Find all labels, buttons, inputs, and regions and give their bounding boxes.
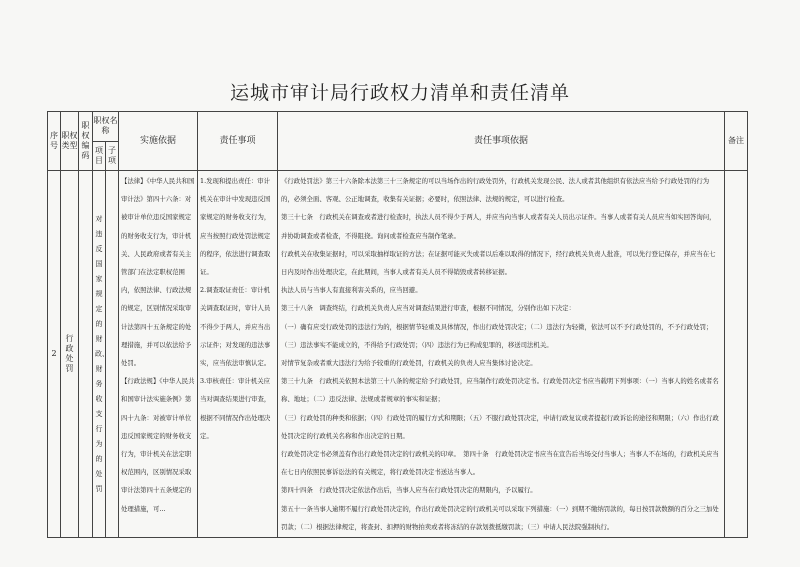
header-resp-basis: 责任事项依据 bbox=[278, 112, 725, 171]
cell-code bbox=[79, 171, 93, 538]
resp-basis-paragraph: 执法人员与当事人有直接利害关系的，应当回避。 bbox=[281, 286, 422, 295]
cell-remark bbox=[725, 171, 748, 538]
header-name-group: 职权名称 bbox=[93, 112, 119, 142]
cell-category: 行政处罚 bbox=[61, 171, 79, 538]
resp-basis-paragraph: 《行政处罚法》第三十六条除本法第三十三条规定的可以当场作出的行政处罚外，行政机关发现公民、法人或者其他组织有依法应当给予行政处罚的行为的，必须全面、客观、公正地调查，收集有关证据；必要时，依照法律、法规的规定，可以进行检查。 bbox=[281, 177, 710, 204]
resp-basis-paragraph: 行政机关在收集证据时，可以采取抽样取证的方法；在证据可能灭失或者以后难以取得的情况下，经行政机关负责人批准，可以先行登记保存，并应当在七日内及时作出处理决定，在此期间，当事人或者有关人员不得销毁或者转移证据。 bbox=[281, 249, 716, 277]
page-title: 运城市审计局行政权力清单和责任清单 bbox=[229, 82, 570, 104]
header-subitem: 子项 bbox=[106, 141, 119, 171]
table-row bbox=[48, 171, 748, 538]
header-seq: 序号 bbox=[48, 112, 61, 171]
header-responsibility: 责任事项 bbox=[198, 112, 278, 171]
cell-resp-basis bbox=[278, 171, 725, 538]
resp-basis-paragraph: 行政处罚决定书必须盖有作出行政处罚决定的行政机关的印章。 第四十条 行政处罚决定书应当在宣告后当场交付当事人；当事人不在场的，行政机关应当在七日内依照民事诉讼法的有关规定，将行政处罚决定书送达当事人。 bbox=[281, 450, 719, 477]
basis-paragraph: 【法律】《中华人民共和国审计法》第四十六条：对被审计单位违反国家规定的财务收支行为，审计机关、人民政府或者有关主管部门在法定职权范围内，依照法律、行政法规的规定，区别情况采取审计法第四十五条规定的处理措施，并可以依法给予处罚。 bbox=[121, 177, 195, 368]
responsibility-paragraph: 3.审核责任：审计机关应当对调查结果进行审查，根据不同情况作出处理决定。 bbox=[200, 377, 271, 440]
cell-responsibility bbox=[198, 171, 278, 538]
resp-basis-paragraph: 第三十九条 行政机关依照本法第三十八条的规定给予行政处罚，应当制作行政处罚决定书。行政处罚决定书应当载明下列事项：（一）当事人的姓名或者名称、地址；（二）违反法律、法规或者规章的事实和证据； bbox=[281, 377, 719, 404]
header-category: 职权类型 bbox=[61, 112, 79, 171]
header-basis: 实施依据 bbox=[119, 112, 198, 171]
cell-basis bbox=[119, 171, 198, 538]
resp-basis-paragraph: 第三十八条 调查终结，行政机关负责人应当对调查结果进行审查，根据不同情况，分别作出如下决定： bbox=[281, 304, 575, 313]
header-remark: 备注 bbox=[725, 112, 748, 171]
resp-basis-paragraph: 第五十一条当事人逾期不履行行政处罚决定的，作出行政处罚决定的行政机关可以采取下列措施：（一）到期不缴纳罚款的，每日按罚款数额的百分之三加处罚款；（二）根据法律规定，将查封、扣押的财物拍卖或者将冻结的存款划拨抵缴罚款；（三）申请人民法院强制执行。 bbox=[281, 504, 719, 531]
header-code: 职权编码 bbox=[79, 112, 93, 171]
table-header-row bbox=[48, 112, 748, 142]
cell-item: 对违反国家规定的财政、财务收支行为的处罚 bbox=[93, 171, 106, 538]
resp-basis-paragraph: 第三十七条 行政机关在调查或者进行检查时，执法人员不得少于两人，并应当向当事人或者有关人员出示证件。当事人或者有关人员应当如实回答询问，并协助调查或者检查，不得阻挠。询问或者检查应当制作笔录。 bbox=[281, 213, 716, 240]
header-item: 项目 bbox=[93, 141, 106, 171]
cell-seq: 2 bbox=[48, 171, 61, 538]
resp-basis-paragraph: （一）确有应受行政处罚的违法行为的，根据情节轻重及具体情况，作出行政处罚决定；（二）违法行为轻微，依法可以不予行政处罚的，不予行政处罚；（三）违法事实不能成立的，不得给予行政处罚；（四）违法行为已构成犯罪的，移送司法机关。 bbox=[281, 322, 713, 349]
resp-basis-paragraph: 第四十四条 行政处罚决定依法作出后，当事人应当在行政处罚决定的期限内，予以履行。 bbox=[281, 486, 537, 495]
basis-paragraph: 【行政法规】《中华人民共和国审计法实施条例》第四十九条：对被审计单位违反国家规定的财务收支行为，审计机关在法定职权范围内，区别情况采取审计法第四十五条规定的处理措施，可... bbox=[121, 377, 195, 513]
resp-basis-paragraph: （三）行政处罚的种类和依据；（四）行政处罚的履行方式和期限；（五）不服行政处罚决定，申请行政复议或者提起行政诉讼的途径和期限；（六）作出行政处罚决定的行政机关名称和作出决定的日期。 bbox=[281, 413, 719, 440]
responsibility-paragraph: 1.发现和提出责任：审计机关在审计中发现违反国家规定的财务收支行为，应当按照行政处罚法规定的程序，依法进行调查取证。 bbox=[200, 177, 271, 277]
resp-basis-paragraph: 对情节复杂或者重大违法行为给予较重的行政处罚，行政机关的负责人应当集体讨论决定。 bbox=[281, 359, 537, 368]
power-list-table bbox=[47, 111, 748, 538]
responsibility-paragraph: 2.调查取证责任：审计机关调查取证时，审计人员不得少于两人，并应当出示证件；对发现的违法事实，应当依法审慎认定。 bbox=[200, 286, 271, 368]
